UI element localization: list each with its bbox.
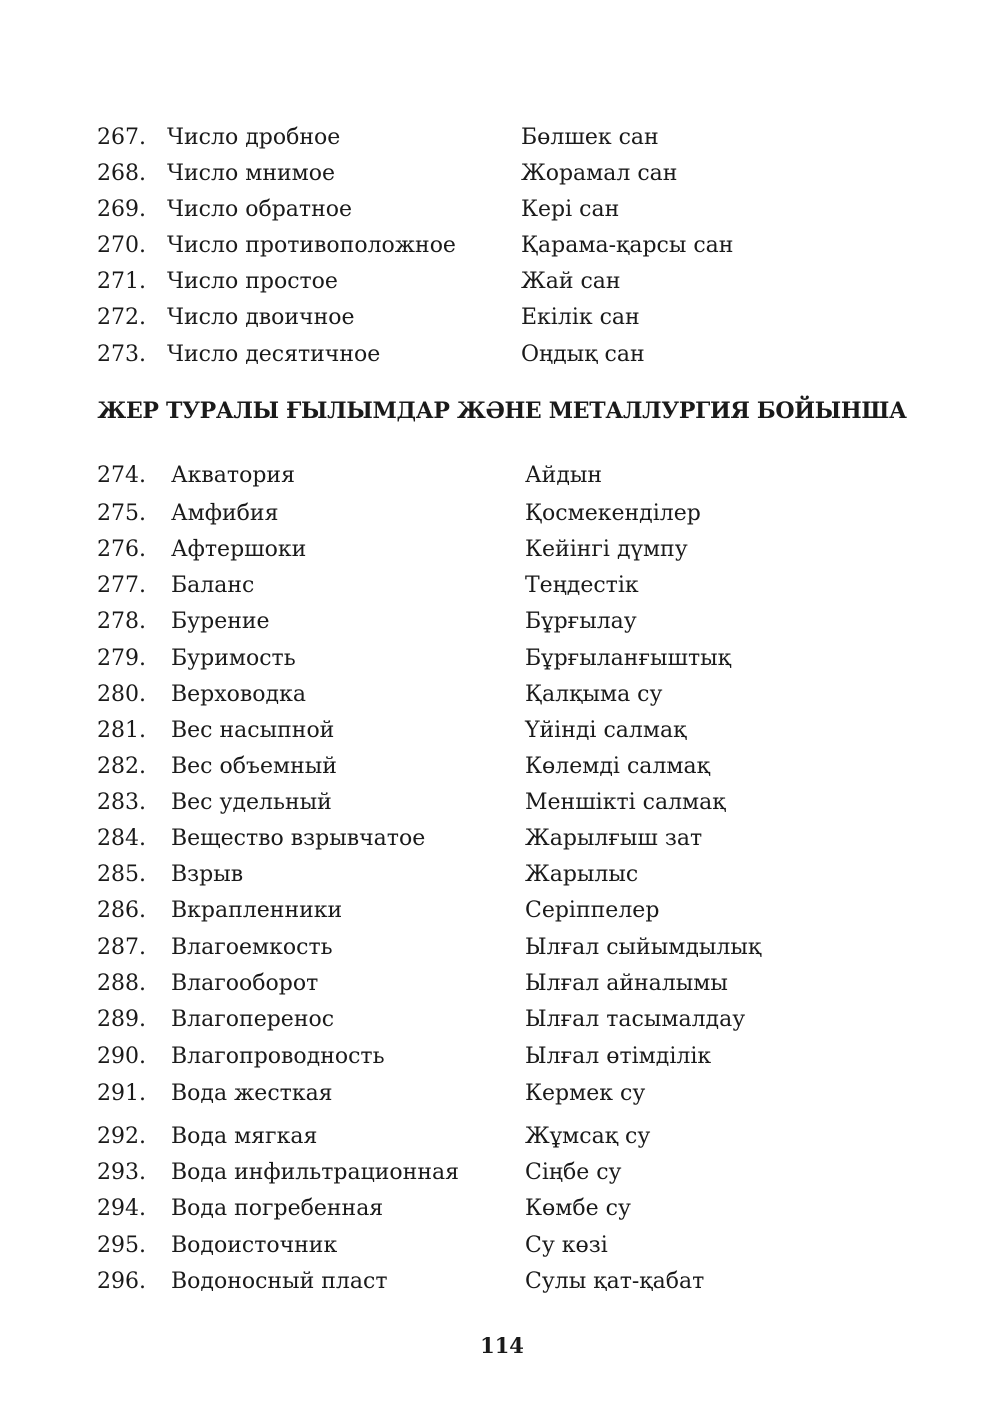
glossary-row: [0, 156, 1004, 192]
term-russian: Число дробное: [167, 125, 341, 150]
term-russian: Вес удельный: [171, 790, 332, 815]
glossary-row: [0, 1191, 1004, 1227]
term-russian: Вес насыпной: [171, 718, 335, 743]
term-number: 294.: [97, 1196, 146, 1221]
term-number: 274.: [97, 463, 146, 488]
term-number: 273.: [97, 342, 146, 367]
term-number: 281.: [97, 718, 146, 743]
glossary-row: [0, 458, 1004, 494]
term-kazakh: Қосмекенділер: [525, 501, 701, 526]
term-russian: Вода инфильтрационная: [171, 1160, 459, 1185]
glossary-row: [0, 713, 1004, 749]
glossary-row: [0, 604, 1004, 640]
glossary-row: [0, 749, 1004, 785]
term-russian: Число десятичное: [167, 342, 381, 367]
term-kazakh: Сіңбе су: [525, 1160, 622, 1185]
term-number: 288.: [97, 971, 146, 996]
term-number: 290.: [97, 1044, 146, 1069]
glossary-row: [0, 532, 1004, 568]
term-kazakh: Айдын: [525, 463, 603, 488]
term-russian: Число мнимое: [167, 161, 336, 186]
term-russian: Число двоичное: [167, 305, 355, 330]
term-number: 295.: [97, 1233, 146, 1258]
term-russian: Взрыв: [171, 862, 244, 887]
term-number: 279.: [97, 646, 146, 671]
term-kazakh: Жұмсақ су: [525, 1124, 651, 1149]
term-kazakh: Үйінді салмақ: [525, 718, 687, 743]
term-russian: Число обратное: [167, 197, 352, 222]
term-number: 282.: [97, 754, 146, 779]
term-kazakh: Ылғал өтімділік: [525, 1044, 712, 1069]
term-russian: Акватория: [171, 463, 295, 488]
term-kazakh: Сулы қат-қабат: [525, 1269, 705, 1294]
section-heading: ЖЕР ТУРАЛЫ ҒЫЛЫМДАР ЖӘНЕ МЕТАЛЛУРГИЯ БОЙЫНША: [97, 398, 907, 424]
term-kazakh: Бөлшек сан: [521, 125, 659, 150]
term-kazakh: Ылғал айналымы: [525, 971, 728, 996]
term-kazakh: Кейінгі дүмпу: [525, 537, 688, 562]
term-russian: Вода мягкая: [171, 1124, 318, 1149]
term-kazakh: Су көзі: [525, 1233, 608, 1258]
term-number: 283.: [97, 790, 146, 815]
term-kazakh: Оңдық сан: [521, 342, 645, 367]
term-russian: Водоисточник: [171, 1233, 338, 1258]
term-russian: Число противоположное: [167, 233, 456, 258]
glossary-row: [0, 966, 1004, 1002]
term-kazakh: Жорамал сан: [521, 161, 678, 186]
term-number: 275.: [97, 501, 146, 526]
glossary-row: [0, 1119, 1004, 1155]
term-kazakh: Кермек су: [525, 1081, 646, 1106]
term-number: 285.: [97, 862, 146, 887]
glossary-row: [0, 641, 1004, 677]
glossary-row: [0, 1228, 1004, 1264]
term-kazakh: Жай сан: [521, 269, 621, 294]
term-russian: Вкрапленники: [171, 898, 343, 923]
glossary-row: [0, 300, 1004, 336]
term-number: 296.: [97, 1269, 146, 1294]
term-kazakh: Көмбе су: [525, 1196, 631, 1221]
term-russian: Амфибия: [171, 501, 279, 526]
term-kazakh: Серіппелер: [525, 898, 660, 923]
term-kazakh: Бұрғыланғыштық: [525, 646, 731, 671]
glossary-row: [0, 930, 1004, 966]
term-number: 276.: [97, 537, 146, 562]
glossary-row: [0, 857, 1004, 893]
term-number: 270.: [97, 233, 146, 258]
term-kazakh: Теңдестік: [525, 573, 639, 598]
glossary-row: [0, 1002, 1004, 1038]
term-number: 269.: [97, 197, 146, 222]
glossary-row: [0, 120, 1004, 156]
glossary-row: [0, 821, 1004, 857]
term-russian: Афтершоки: [171, 537, 307, 562]
term-number: 292.: [97, 1124, 146, 1149]
term-kazakh: Екілік сан: [521, 305, 640, 330]
glossary-row: [0, 1039, 1004, 1075]
glossary-row: [0, 1264, 1004, 1300]
glossary-row: [0, 893, 1004, 929]
term-number: 268.: [97, 161, 146, 186]
glossary-row: [0, 677, 1004, 713]
term-russian: Влагоперенос: [171, 1007, 335, 1032]
term-kazakh: Қарама-қарсы сан: [521, 233, 734, 258]
term-number: 291.: [97, 1081, 146, 1106]
term-number: 278.: [97, 609, 146, 634]
glossary-row: [0, 228, 1004, 264]
term-kazakh: Кері сан: [521, 197, 620, 222]
term-number: 271.: [97, 269, 146, 294]
term-kazakh: Жарылыс: [525, 862, 639, 887]
glossary-row: [0, 496, 1004, 532]
term-russian: Число простое: [167, 269, 338, 294]
glossary-row: [0, 568, 1004, 604]
term-number: 267.: [97, 125, 146, 150]
glossary-row: [0, 337, 1004, 373]
term-kazakh: Қалқыма су: [525, 682, 663, 707]
glossary-row: [0, 192, 1004, 228]
term-number: 277.: [97, 573, 146, 598]
term-kazakh: Меншікті салмақ: [525, 790, 726, 815]
term-number: 284.: [97, 826, 146, 851]
term-number: 287.: [97, 935, 146, 960]
term-russian: Влагопроводность: [171, 1044, 385, 1069]
term-number: 286.: [97, 898, 146, 923]
term-russian: Влагооборот: [171, 971, 319, 996]
term-kazakh: Ылғал тасымалдау: [525, 1007, 746, 1032]
term-number: 272.: [97, 305, 146, 330]
term-kazakh: Бұрғылау: [525, 609, 637, 634]
term-kazakh: Көлемді салмақ: [525, 754, 710, 779]
glossary-row: [0, 264, 1004, 300]
term-number: 280.: [97, 682, 146, 707]
term-russian: Верховодка: [171, 682, 306, 707]
term-number: 289.: [97, 1007, 146, 1032]
term-russian: Водоносный пласт: [171, 1269, 388, 1294]
term-russian: Баланс: [171, 573, 255, 598]
term-number: 293.: [97, 1160, 146, 1185]
term-russian: Вес объемный: [171, 754, 337, 779]
glossary-row: [0, 1076, 1004, 1112]
term-russian: Влагоемкость: [171, 935, 333, 960]
term-russian: Бурение: [171, 609, 270, 634]
term-kazakh: Ылғал сыйымдылық: [525, 935, 762, 960]
glossary-row: [0, 785, 1004, 821]
term-kazakh: Жарылғыш зат: [525, 826, 703, 851]
term-russian: Вещество взрывчатое: [171, 826, 426, 851]
term-russian: Вода погребенная: [171, 1196, 384, 1221]
term-russian: Вода жесткая: [171, 1081, 333, 1106]
term-russian: Буримость: [171, 646, 296, 671]
glossary-row: [0, 1155, 1004, 1191]
page-number: 114: [480, 1333, 524, 1358]
